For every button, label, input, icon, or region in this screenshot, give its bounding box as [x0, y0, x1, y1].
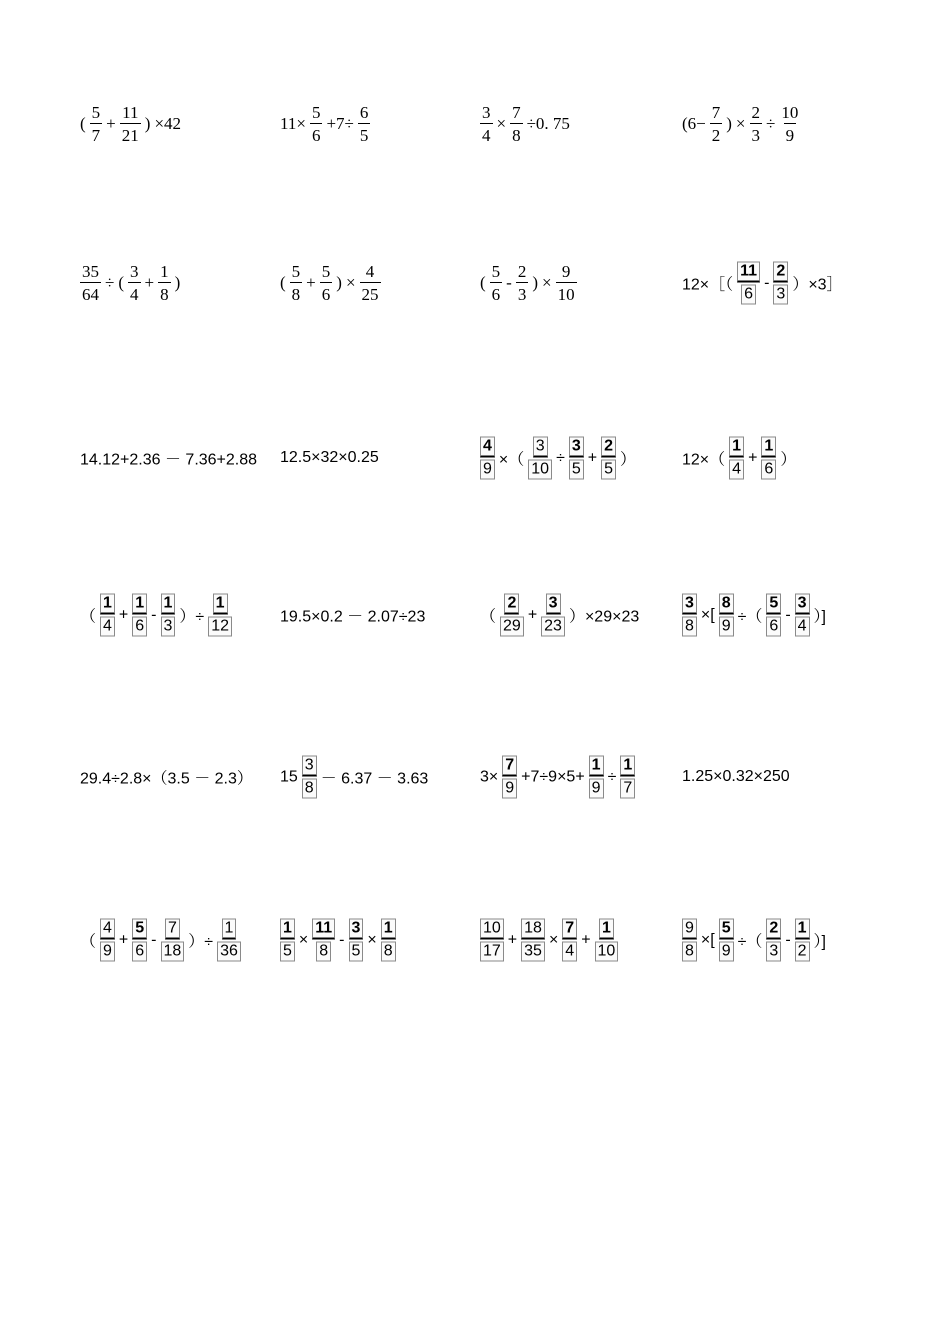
fraction: [302, 756, 317, 799]
numerator: 1: [620, 756, 635, 777]
denominator: 10: [595, 942, 619, 962]
denominator: 5: [349, 942, 364, 962]
problem-2-3: [478, 263, 579, 303]
denominator: 6: [132, 617, 147, 637]
numerator: 2: [773, 262, 788, 283]
numerator: 35: [82, 262, 99, 281]
fraction: [516, 263, 529, 303]
fraction: [349, 919, 364, 962]
expression-text: ）: [620, 451, 637, 469]
denominator: 7: [90, 123, 103, 144]
expression-text: ）÷: [188, 933, 214, 951]
problem-5-1: [78, 766, 255, 789]
denominator: 4: [480, 123, 493, 144]
fraction: [358, 104, 371, 144]
fraction: [312, 919, 335, 962]
numerator: 1: [132, 594, 147, 615]
denominator: 8: [316, 942, 331, 962]
fraction: [290, 263, 303, 303]
denominator: 6: [761, 460, 776, 480]
numerator: 3: [349, 919, 364, 940]
denominator: 12: [208, 617, 232, 637]
numerator: 5: [321, 262, 331, 281]
fraction: [280, 919, 295, 962]
expression-text: ）÷: [179, 608, 205, 626]
problem-5-2: [278, 756, 430, 799]
numerator: 3: [795, 594, 810, 615]
fraction: [779, 104, 800, 144]
expression-text: +: [118, 606, 129, 623]
expression-text: （: [480, 608, 497, 626]
fraction: [682, 919, 697, 962]
problem-2-4: [680, 262, 845, 305]
expression-text: -: [151, 931, 157, 948]
fraction: [620, 756, 635, 799]
denominator: 29: [500, 617, 524, 637]
denominator: 25: [360, 282, 381, 303]
denominator: 17: [480, 942, 504, 962]
denominator: 4: [100, 617, 115, 637]
expression-text: ）×29×23: [568, 608, 640, 626]
numerator: 1: [160, 262, 169, 281]
denominator: 10: [556, 282, 577, 303]
fraction: [595, 919, 619, 962]
expression-text: ×: [367, 931, 377, 948]
problem-6-3: [478, 919, 620, 962]
numerator: 3: [546, 594, 561, 615]
problem-2-1: [78, 263, 182, 303]
problem-1-3: [478, 104, 572, 144]
denominator: 36: [217, 942, 241, 962]
fraction: [556, 263, 577, 303]
denominator: 8: [682, 942, 697, 962]
fraction: [766, 919, 781, 962]
expression-text: 19.5×0.2 － 2.07÷23: [280, 608, 426, 626]
fraction: [158, 263, 171, 303]
numerator: 2: [504, 594, 519, 615]
expression-text: ): [726, 114, 732, 133]
fraction: [310, 104, 323, 144]
expression-text: +: [507, 931, 518, 948]
expression-text: （: [80, 933, 97, 951]
denominator: 4: [795, 617, 810, 637]
problem-4-4: [680, 594, 828, 637]
expression-text: -: [785, 606, 791, 623]
expression-text: ×: [542, 273, 552, 292]
problem-4-1: [78, 594, 234, 637]
fraction: [541, 594, 565, 637]
numerator: 5: [291, 262, 301, 281]
numerator: 1: [599, 919, 614, 940]
expression-text: ）]: [813, 933, 826, 951]
numerator: 11: [312, 919, 335, 940]
fraction: [795, 919, 810, 962]
numerator: 2: [751, 103, 761, 122]
fraction: [710, 104, 723, 144]
fraction: [381, 919, 396, 962]
denominator: 4: [128, 282, 141, 303]
expression-text: +7÷: [326, 114, 354, 133]
expression-text: ): [144, 114, 151, 133]
expression-text: ): [174, 273, 181, 292]
expression-text: ）×3］: [792, 276, 843, 294]
expression-text: 15: [280, 768, 298, 785]
expression-text: － 6.37 － 3.63: [320, 770, 429, 788]
numerator: 4: [100, 919, 115, 940]
numerator: 7: [512, 103, 521, 122]
fraction: [761, 437, 776, 480]
numerator: 6: [359, 103, 369, 122]
expression-text: (: [80, 114, 86, 133]
numerator: 3: [682, 594, 697, 615]
denominator: 7: [620, 779, 635, 799]
numerator: 5: [132, 919, 147, 940]
expression-text: +: [748, 449, 758, 466]
fraction: [100, 919, 115, 962]
expression-text: ×: [496, 114, 507, 133]
expression-text: ）: [780, 451, 797, 469]
fraction: [132, 594, 147, 637]
fraction: [90, 104, 103, 144]
numerator: 5: [311, 103, 321, 122]
denominator: 5: [601, 460, 616, 480]
expression-text: (: [480, 273, 486, 292]
fraction: [161, 919, 185, 962]
fraction: [521, 919, 545, 962]
fraction: [128, 263, 141, 303]
fraction: [737, 262, 760, 305]
expression-text: (: [118, 273, 125, 292]
expression-text: -: [339, 931, 345, 948]
problem-1-4: [680, 104, 802, 144]
fraction: [773, 262, 788, 305]
expression-text: 29.4÷2.8×（3.5 － 2.3）: [80, 770, 253, 788]
expression-text: 12.5×32×0.25: [280, 449, 379, 466]
denominator: 10: [528, 460, 552, 480]
numerator: 1: [161, 594, 176, 615]
denominator: 9: [589, 779, 604, 799]
expression-text: (: [280, 273, 286, 292]
denominator: 6: [741, 285, 756, 305]
denominator: 6: [310, 123, 323, 144]
numerator: 5: [766, 594, 781, 615]
expression-text: ×: [735, 114, 746, 133]
numerator: 1: [761, 437, 776, 458]
fraction: [80, 263, 101, 303]
expression-text: ): [532, 273, 539, 292]
fraction: [480, 437, 495, 480]
denominator: 3: [516, 282, 529, 303]
numerator: 9: [561, 262, 571, 281]
expression-text: ×[: [700, 606, 715, 623]
fraction: [132, 919, 147, 962]
fraction: [502, 756, 517, 799]
fraction: [719, 594, 734, 637]
problem-6-2: [278, 919, 398, 962]
denominator: 6: [490, 282, 503, 303]
numerator: 1: [795, 919, 810, 940]
numerator: 3: [482, 103, 491, 122]
expression-text: ÷: [556, 449, 565, 466]
problem-3-1: [78, 447, 259, 470]
expression-text: 1.25×0.32×250: [682, 768, 790, 785]
fraction: [589, 756, 604, 799]
numerator: 5: [719, 919, 734, 940]
numerator: 1: [280, 919, 295, 940]
fraction: [682, 594, 697, 637]
expression-text: -: [764, 274, 770, 291]
numerator: 7: [165, 919, 180, 940]
numerator: 4: [365, 262, 375, 281]
denominator: 6: [320, 282, 333, 303]
denominator: 9: [784, 123, 797, 144]
expression-text: +7÷9×5+: [521, 768, 585, 785]
expression-text: 12×（: [682, 451, 726, 469]
expression-text: +: [527, 606, 538, 623]
problem-5-3: [478, 756, 637, 799]
problem-6-1: [78, 919, 243, 962]
fraction: [360, 263, 381, 303]
numerator: 2: [601, 437, 616, 458]
denominator: 5: [280, 942, 295, 962]
numerator: 10: [781, 103, 799, 122]
expression-text: +: [106, 114, 116, 133]
numerator: 2: [766, 919, 781, 940]
denominator: 4: [562, 942, 577, 962]
numerator: 7: [711, 103, 721, 122]
denominator: 2: [710, 123, 723, 144]
fraction: [795, 594, 810, 637]
numerator: 18: [521, 919, 545, 940]
denominator: 3: [773, 285, 788, 305]
fraction: [490, 263, 503, 303]
denominator: 64: [80, 282, 101, 303]
numerator: 1: [222, 919, 237, 940]
denominator: 8: [158, 282, 171, 303]
fraction: [480, 104, 493, 144]
fraction: [569, 437, 584, 480]
expression-text: ): [336, 273, 342, 292]
numerator: 11: [737, 262, 760, 283]
denominator: 6: [766, 617, 781, 637]
numerator: 10: [480, 919, 504, 940]
denominator: 8: [290, 282, 303, 303]
fraction: [217, 919, 241, 962]
numerator: 3: [533, 437, 548, 458]
expression-text: ×: [345, 273, 356, 292]
expression-text: +: [306, 273, 316, 292]
numerator: 1: [213, 594, 228, 615]
expression-text: ×[: [700, 931, 715, 948]
fraction: [601, 437, 616, 480]
denominator: 3: [750, 123, 763, 144]
expression-text: 12×［（: [682, 276, 734, 294]
numerator: 1: [589, 756, 604, 777]
numerator: 1: [729, 437, 744, 458]
problem-4-2: [278, 604, 427, 627]
fraction: [208, 594, 232, 637]
expression-text: ）]: [813, 608, 826, 626]
denominator: 4: [729, 460, 744, 480]
numerator: 1: [100, 594, 115, 615]
expression-text: ÷: [105, 273, 115, 292]
fraction: [320, 263, 333, 303]
numerator: 3: [302, 756, 317, 777]
numerator: 11: [122, 103, 139, 122]
fraction: [500, 594, 524, 637]
expression-text: +: [587, 449, 598, 466]
expression-text: ÷（: [737, 933, 763, 951]
denominator: 8: [682, 617, 697, 637]
numerator: 1: [381, 919, 396, 940]
fraction: [510, 104, 523, 144]
expression-text: -: [506, 273, 512, 292]
problem-1-2: [278, 104, 372, 144]
fraction: [528, 437, 552, 480]
fraction: [100, 594, 115, 637]
expression-text: -: [151, 606, 157, 623]
expression-text: ×: [298, 931, 309, 948]
expression-text: 11×: [280, 114, 306, 133]
expression-text: +: [118, 931, 129, 948]
denominator: 9: [480, 460, 495, 480]
expression-text: （: [80, 608, 97, 626]
denominator: 6: [132, 942, 147, 962]
denominator: 8: [381, 942, 396, 962]
fraction: [480, 919, 504, 962]
fraction: [719, 919, 734, 962]
problem-6-4: [680, 919, 828, 962]
expression-text: 3×: [480, 768, 499, 785]
denominator: 2: [795, 942, 810, 962]
denominator: 23: [541, 617, 565, 637]
denominator: 8: [302, 779, 317, 799]
fraction: [766, 594, 781, 637]
denominator: 5: [358, 123, 371, 144]
numerator: 5: [491, 262, 501, 281]
denominator: 3: [161, 617, 176, 637]
expression-text: ×（: [498, 451, 525, 469]
denominator: 5: [569, 460, 584, 480]
fraction: [120, 104, 141, 144]
expression-text: ×: [548, 931, 559, 948]
denominator: 35: [521, 942, 545, 962]
denominator: 9: [719, 617, 734, 637]
expression-text: +: [581, 931, 591, 948]
denominator: 9: [719, 942, 734, 962]
numerator: 2: [517, 262, 527, 281]
numerator: 3: [569, 437, 584, 458]
problem-4-3: [478, 594, 641, 637]
expression-text: ÷: [607, 768, 617, 785]
problem-3-3: [478, 437, 638, 480]
expression-text: ×42: [154, 114, 182, 133]
fraction: [562, 919, 577, 962]
fraction: [750, 104, 763, 144]
expression-text: -: [785, 931, 791, 948]
numerator: 7: [502, 756, 517, 777]
denominator: 9: [502, 779, 517, 799]
problem-3-4: [680, 437, 798, 480]
numerator: 7: [562, 919, 577, 940]
denominator: 9: [100, 942, 115, 962]
numerator: 4: [480, 437, 495, 458]
numerator: 3: [130, 262, 139, 281]
expression-text: (6−: [682, 114, 706, 133]
problem-3-2: [278, 449, 381, 467]
denominator: 3: [766, 942, 781, 962]
expression-text: 14.12+2.36 － 7.36+2.88: [80, 451, 258, 469]
fraction: [729, 437, 744, 480]
problem-2-2: [278, 263, 383, 303]
numerator: 9: [682, 919, 697, 940]
denominator: 21: [120, 123, 141, 144]
numerator: 5: [91, 103, 101, 122]
denominator: 8: [510, 123, 523, 144]
expression-text: +: [144, 273, 155, 292]
problem-1-1: [78, 104, 183, 144]
expression-text: ÷: [766, 114, 776, 133]
fraction: [161, 594, 176, 637]
expression-text: ÷0. 75: [526, 114, 570, 133]
expression-text: ÷（: [737, 608, 763, 626]
problem-5-4: [680, 768, 792, 786]
numerator: 8: [719, 594, 734, 615]
denominator: 18: [161, 942, 185, 962]
